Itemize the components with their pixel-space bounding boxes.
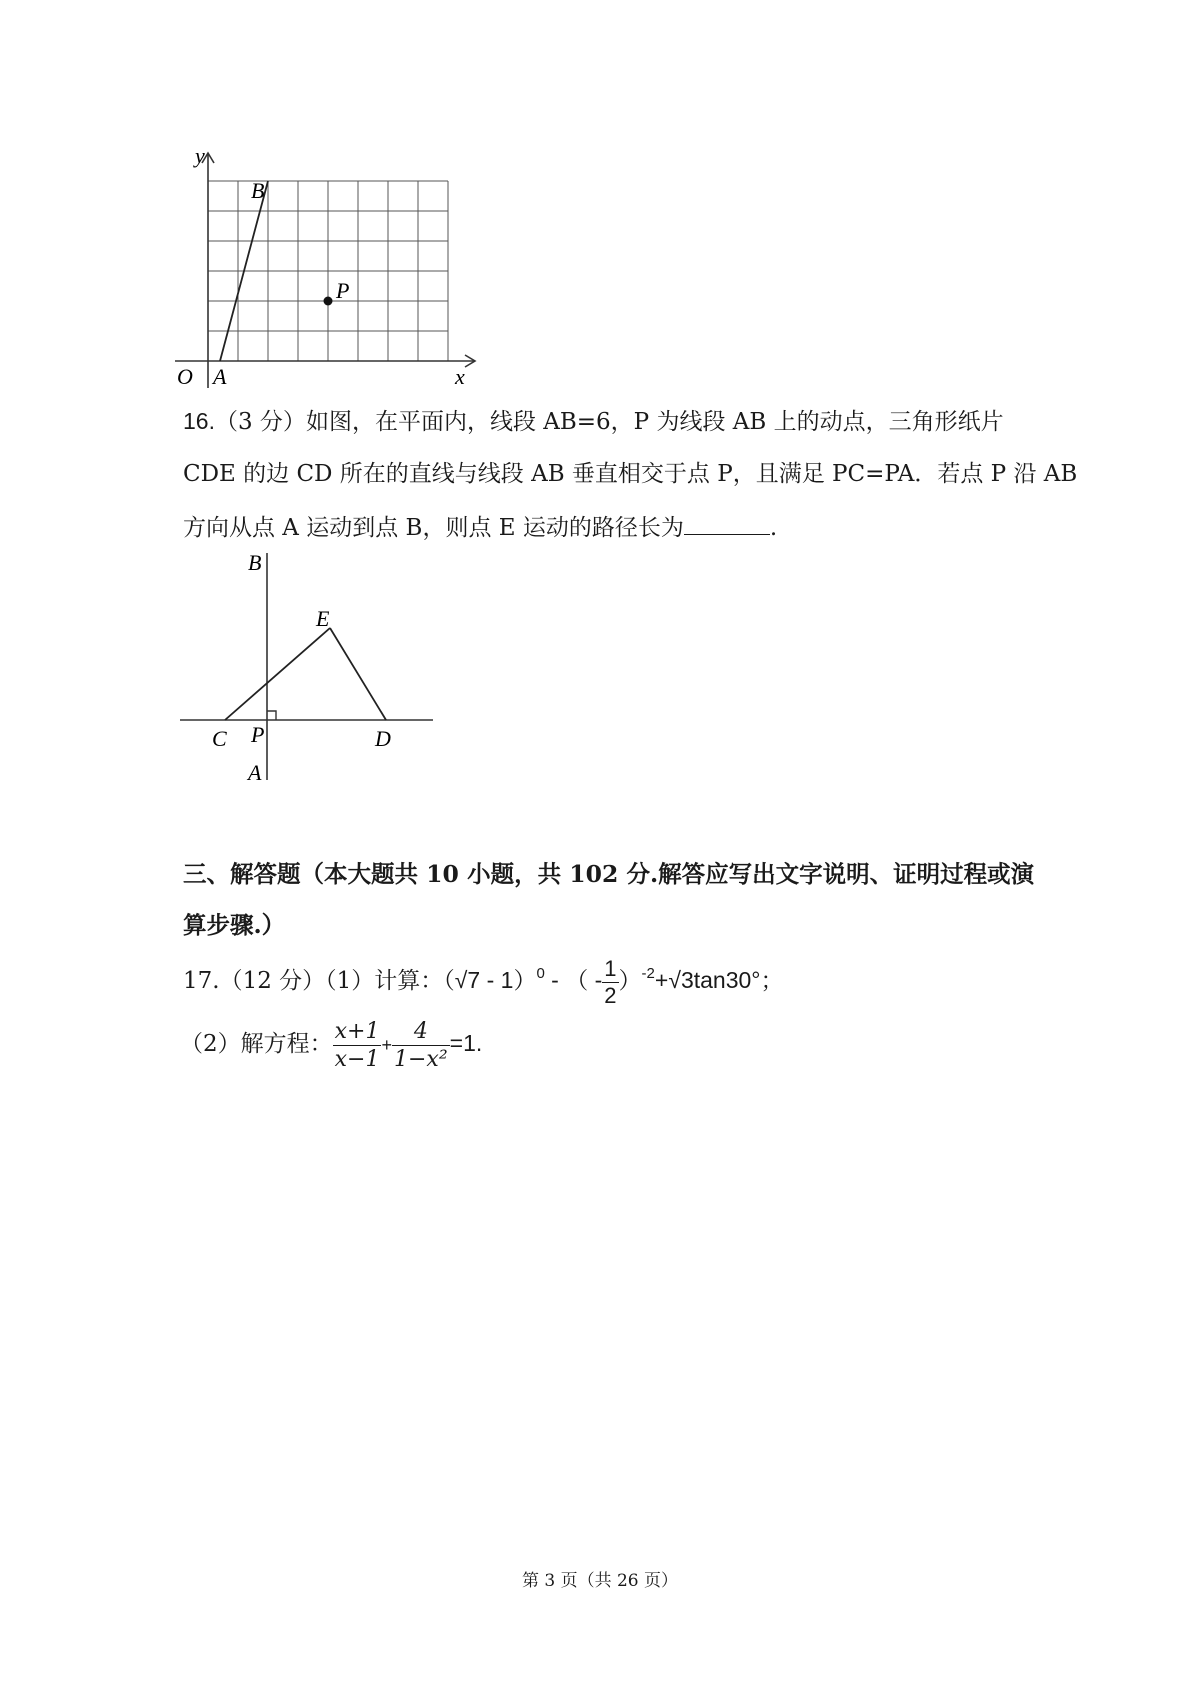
q17-exp0: 0 <box>536 965 545 982</box>
q16-line3 <box>183 512 777 543</box>
answer-blank[interactable] <box>684 512 770 535</box>
q17-half-den: 2 <box>604 982 617 1008</box>
label-b: B <box>248 550 262 575</box>
q17-close: ） <box>618 968 642 994</box>
q16-line3-end: . <box>769 515 778 541</box>
q17-fraction2 <box>392 1018 450 1073</box>
q17-half-num: 1 <box>604 955 617 981</box>
q17-f1-num: x+1 <box>334 1018 380 1044</box>
q17-part2-label: （2）解方程： <box>180 1031 333 1057</box>
figure-grid-ab-p <box>175 148 485 393</box>
q16-text-line1: 如图，在平面内，线段 AB=6，P 为线段 AB 上的动点，三角形纸片 <box>305 409 1004 435</box>
q17-exp-neg2: -2 <box>641 965 655 982</box>
q17-minus-open: - （ - <box>544 967 603 993</box>
q17-plus-sqrt3: +√3tan30°； <box>654 967 784 993</box>
x-axis-label: x <box>455 364 465 389</box>
point-p-label: P <box>336 278 350 303</box>
section3-heading-line1: 三、解答题（本大题共 10 小题，共 102 分.解答应写出文字说明、证明过程或演 <box>183 860 1035 888</box>
q16-number: 16. <box>183 408 215 434</box>
q16-score: （3 分） <box>214 409 306 435</box>
q16-line2: CDE 的边 CD 所在的直线与线段 AB 垂直相交于点 P，且满足 PC=PA．若点 P 沿 AB <box>183 461 1078 487</box>
point-p <box>324 297 333 306</box>
q16-text-line3: 方向从点 A 运动到点 B，则点 E 运动的路径长为 <box>183 515 684 541</box>
q17-plus: + <box>381 1035 392 1055</box>
label-c: C <box>212 726 227 751</box>
q17-f2-den: 1−x² <box>394 1046 448 1072</box>
page-footer: 第 3 页（共 26 页） <box>521 1571 679 1591</box>
section3-heading-line2: 算步骤.） <box>183 911 286 939</box>
q17-part2 <box>180 1012 482 1074</box>
origin-label: O <box>177 364 193 389</box>
y-axis-label: y <box>195 148 205 168</box>
label-d: D <box>375 726 391 751</box>
label-e: E <box>316 606 330 631</box>
point-b-label: B <box>251 178 265 203</box>
label-p: P <box>251 722 265 747</box>
q17-part1 <box>183 950 784 1010</box>
q17-equals: =1. <box>449 1030 483 1056</box>
q17-fraction1 <box>333 1018 382 1073</box>
label-a: A <box>248 760 262 785</box>
q17-f2-num: 4 <box>413 1018 428 1044</box>
figure-triangle-cde <box>175 548 440 788</box>
q16-line1 <box>183 406 1004 437</box>
q17-prefix: 17.（12 分）（1）计算：（ <box>183 968 455 994</box>
q17-half-fraction <box>602 956 618 1009</box>
q17-sqrt7: √7 <box>454 967 481 993</box>
point-a-label: A <box>213 364 227 389</box>
q17-f1-den: x−1 <box>334 1046 380 1072</box>
q17-minus1: - 1） <box>480 967 537 993</box>
